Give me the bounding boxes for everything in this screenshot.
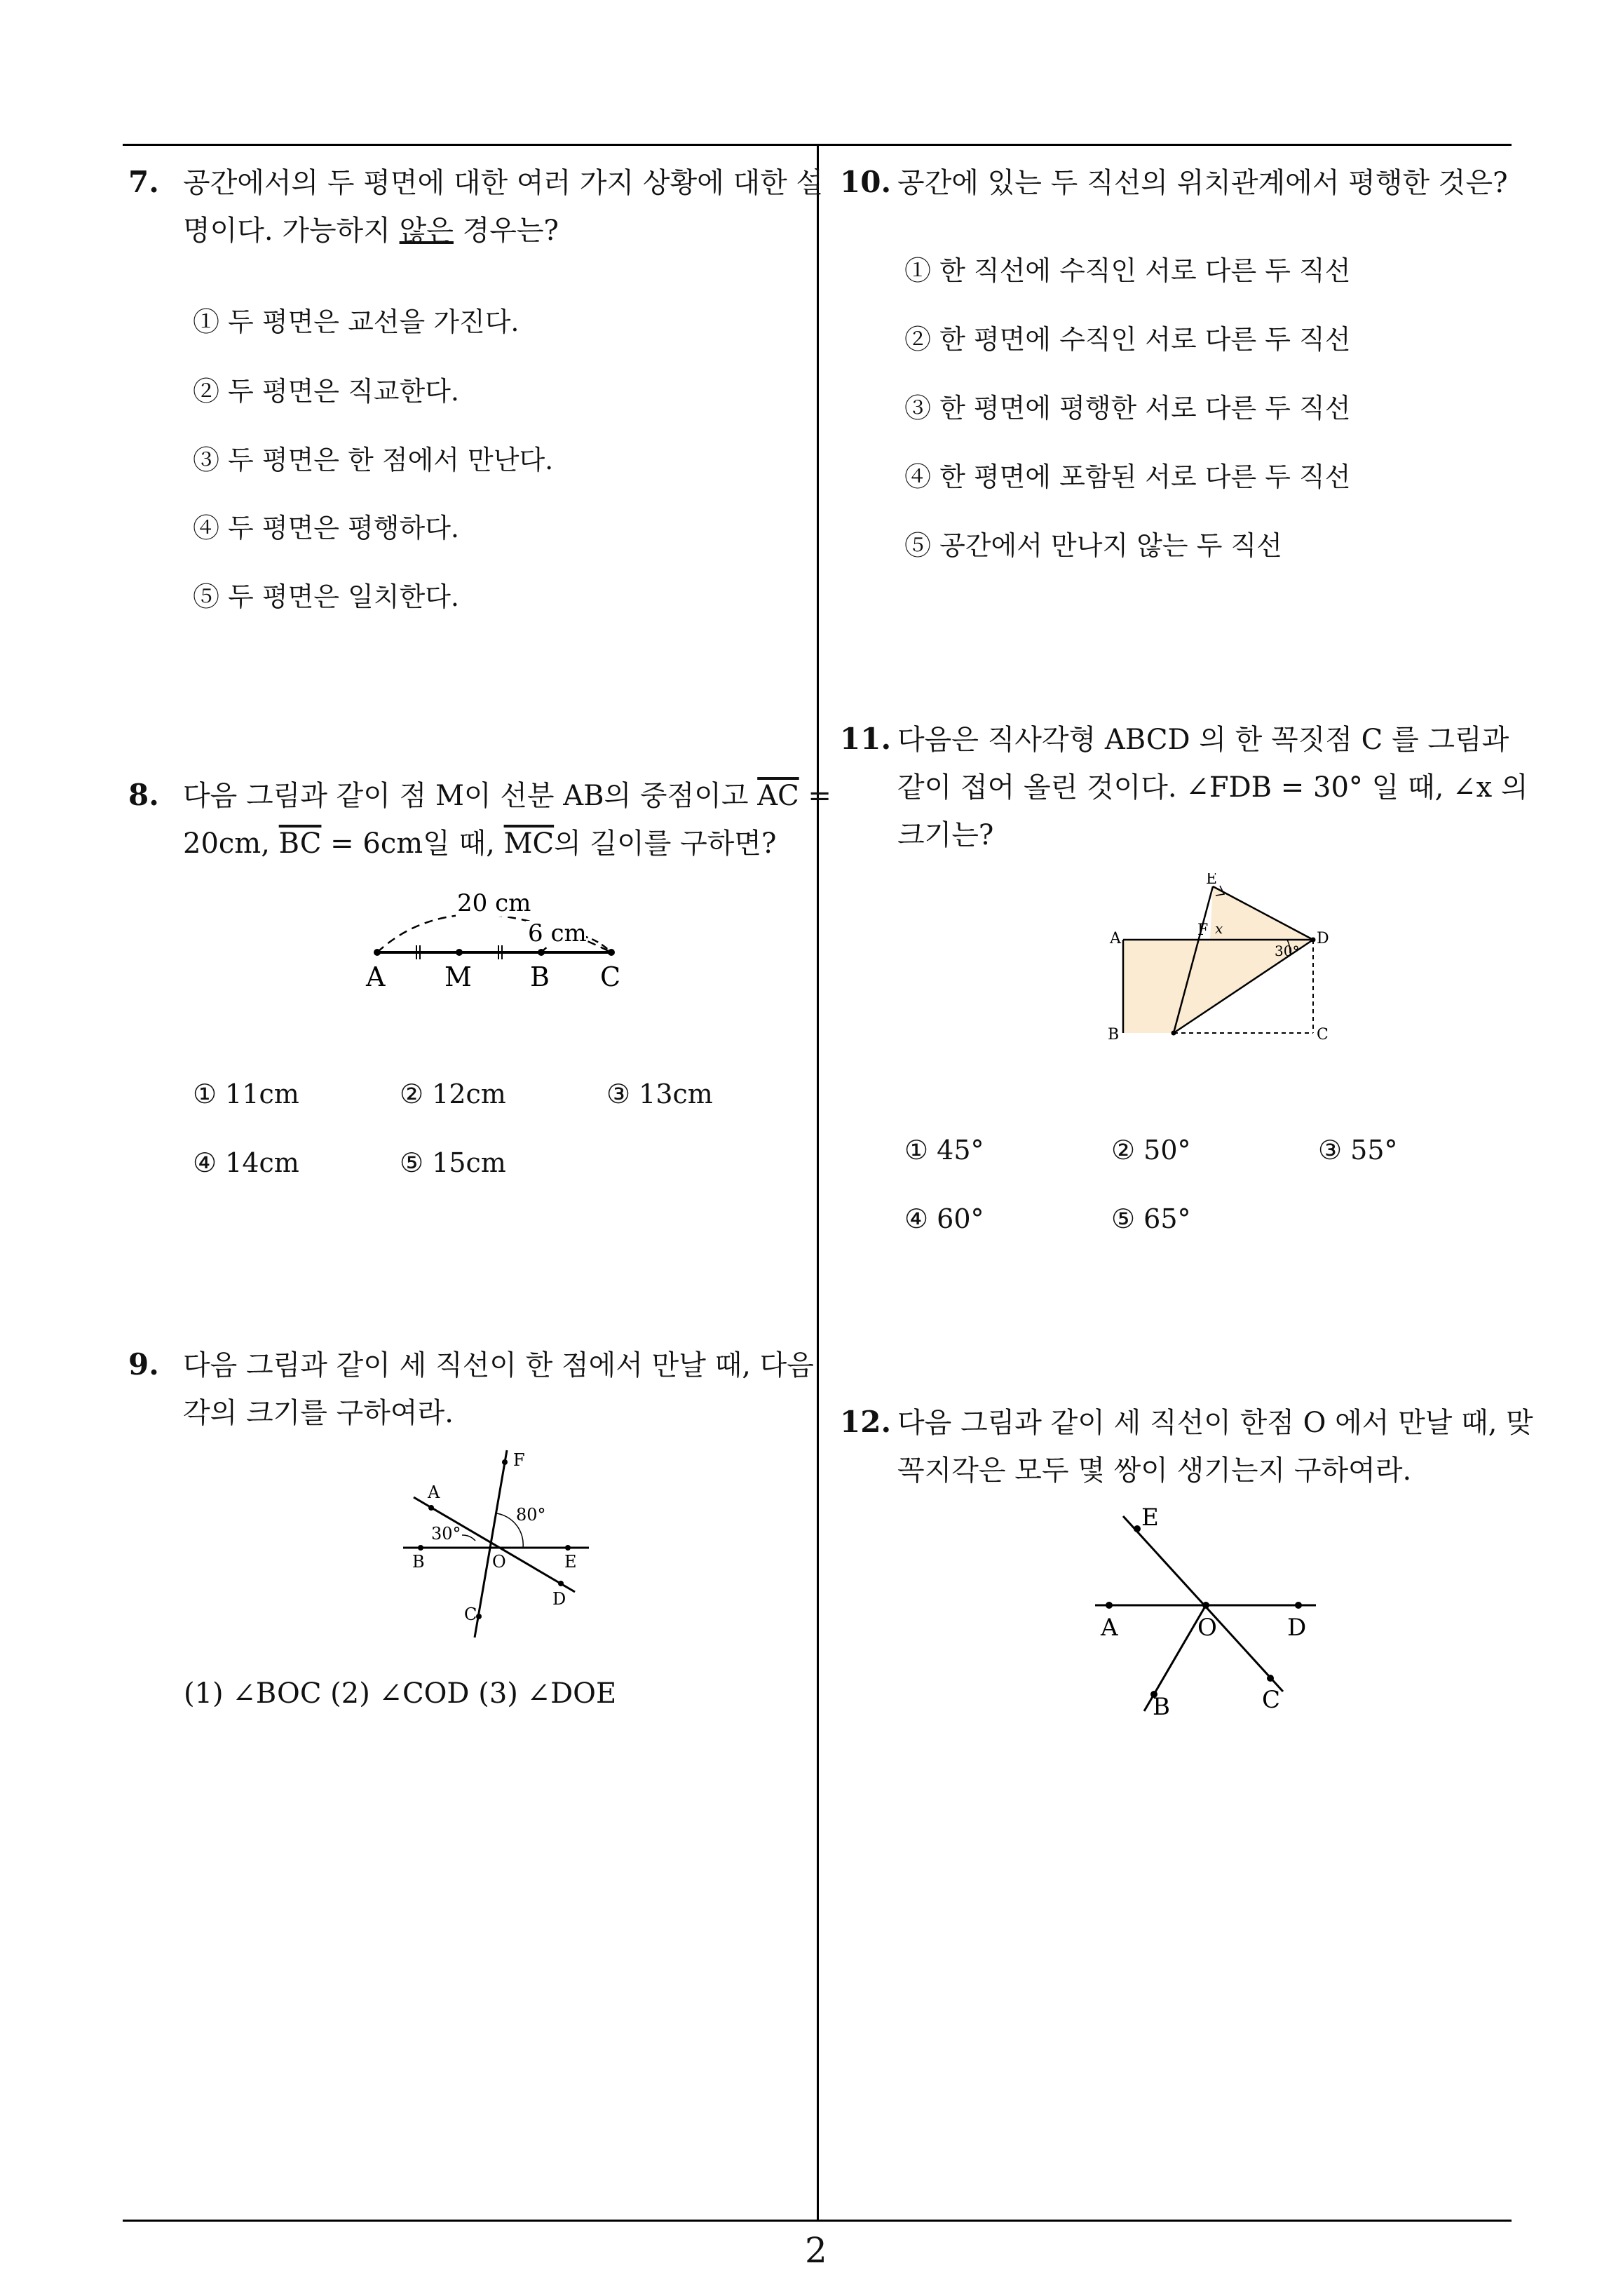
option-2[interactable]: ② 두 평면은 직교한다. — [193, 376, 459, 407]
label-d: D — [1317, 930, 1329, 947]
label-b: B — [1108, 1026, 1120, 1044]
label-d: D — [552, 1589, 566, 1609]
label-o: O — [492, 1552, 506, 1572]
label-b: B — [1153, 1693, 1170, 1721]
question-text: 크기는? — [897, 819, 994, 851]
option-2[interactable]: ② 12cm — [400, 1079, 506, 1109]
label-f: F — [1197, 921, 1209, 939]
option-5[interactable]: ⑤ 두 평면은 일치한다. — [193, 581, 459, 612]
angle-80: 80° — [516, 1505, 546, 1525]
option-3[interactable]: ③ 13cm — [606, 1079, 713, 1109]
question-text: 경우는? — [453, 215, 559, 247]
sub-questions: (1) ∠BOC (2) ∠COD (3) ∠DOE — [184, 1677, 617, 1710]
angle-30: 30° — [1275, 943, 1300, 959]
column-divider — [817, 144, 819, 2221]
option-5[interactable]: ⑤ 65° — [1111, 1203, 1191, 1234]
point-c: C — [600, 961, 621, 992]
label-x: x — [1215, 920, 1223, 937]
label-f: F — [513, 1450, 525, 1470]
label-b: B — [412, 1552, 425, 1572]
label-c: C — [464, 1605, 477, 1624]
option-3[interactable]: ③ 두 평면은 한 점에서 만난다. — [193, 445, 554, 475]
option-5[interactable]: ⑤ 공간에서 만나지 않는 두 직선 — [904, 530, 1282, 561]
label-e: E — [564, 1552, 577, 1572]
page-number: 2 — [805, 2230, 827, 2271]
label-a: A — [1101, 1614, 1118, 1642]
option-1[interactable]: ① 45° — [904, 1135, 984, 1166]
question-text: 다음은 직사각형 ABCD 의 한 꼭짓점 C 를 그림과 — [897, 724, 1509, 756]
question-number: 8. — [128, 778, 159, 812]
question-9 — [128, 1341, 814, 1437]
question-text: 의 길이를 구하면? — [554, 828, 777, 860]
label-d: D — [1287, 1614, 1307, 1642]
label-c: C — [1262, 1686, 1281, 1714]
question-text: 다음 그림과 같이 세 직선이 한점 O 에서 만날 때, 맞 — [897, 1407, 1533, 1439]
segment-ac: $\overline{AC}$ — [757, 780, 799, 812]
option-1[interactable]: ① 두 평면은 교선을 가진다. — [193, 306, 520, 337]
question-number: 9. — [128, 1347, 159, 1382]
bottom-rule — [123, 2220, 1512, 2222]
question-text: 공간에서의 두 평면에 대한 여러 가지 상황에 대한 설 — [183, 167, 824, 199]
question-number: 11. — [840, 722, 892, 756]
point-a: A — [366, 961, 386, 992]
question-text: 명이다. 가능하지 — [183, 215, 400, 247]
question-10 — [840, 158, 1513, 207]
question-number: 12. — [840, 1405, 892, 1439]
question-text: 다음 그림과 같이 점 M이 선분 AB의 중점이고 — [183, 780, 758, 812]
question-7 — [128, 158, 824, 255]
label-20cm: 20 cm — [457, 889, 531, 917]
question-text: = — [799, 780, 831, 812]
question-text: 다음 그림과 같이 세 직선이 한 점에서 만날 때, 다음 — [183, 1349, 814, 1382]
question-text: = 6cm일 때, — [321, 828, 504, 860]
emphasis-text: 않은 — [399, 215, 454, 247]
label-6cm: 6 cm — [528, 919, 587, 947]
option-1[interactable]: ① 한 직선에 수직인 서로 다른 두 직선 — [904, 255, 1351, 286]
question-text: 같이 접어 올린 것이다. ∠FDB = 30° 일 때, ∠x 의 — [897, 771, 1528, 804]
label-a: A — [428, 1483, 440, 1502]
angle-30: 30° — [431, 1524, 461, 1544]
question-text: 20cm, — [183, 828, 279, 860]
option-4[interactable]: ④ 두 평면은 평행하다. — [193, 513, 459, 543]
label-e: E — [1141, 1504, 1159, 1532]
question-text: 각의 크기를 구하여라. — [183, 1397, 454, 1429]
label-o: O — [1197, 1614, 1217, 1642]
label-a: A — [1110, 930, 1121, 947]
label-e: E — [1206, 873, 1218, 888]
label-c: C — [1317, 1026, 1329, 1044]
q8-segment-figure — [351, 880, 645, 992]
segment-bc: $\overline{BC}$ — [278, 828, 322, 860]
question-12 — [840, 1398, 1533, 1494]
question-text: 공간에 있는 두 직선의 위치관계에서 평행한 것은? — [897, 167, 1508, 199]
question-text: 꼭지각은 모두 몇 쌍이 생기는지 구하여라. — [897, 1454, 1412, 1487]
option-1[interactable]: ① 11cm — [193, 1079, 299, 1109]
q9-lines-figure — [393, 1445, 603, 1645]
option-2[interactable]: ② 50° — [1111, 1135, 1191, 1166]
point-b: B — [530, 961, 550, 992]
question-number: 7. — [128, 165, 159, 199]
question-8 — [128, 771, 831, 867]
line-fc — [475, 1450, 507, 1637]
option-4[interactable]: ④ 60° — [904, 1203, 984, 1234]
option-4[interactable]: ④ 14cm — [193, 1147, 299, 1178]
option-3[interactable]: ③ 55° — [1318, 1135, 1398, 1166]
q12-lines-figure — [1087, 1501, 1325, 1725]
question-11 — [840, 715, 1528, 859]
question-number: 10. — [840, 165, 892, 199]
segment-mc: $\overline{MC}$ — [503, 828, 555, 860]
option-2[interactable]: ② 한 평면에 수직인 서로 다른 두 직선 — [904, 324, 1351, 355]
option-5[interactable]: ⑤ 15cm — [400, 1147, 506, 1178]
line-ad — [414, 1497, 575, 1592]
option-3[interactable]: ③ 한 평면에 평행한 서로 다른 두 직선 — [904, 393, 1351, 424]
option-4[interactable]: ④ 한 평면에 포함된 서로 다른 두 직선 — [904, 461, 1351, 492]
point-m: M — [444, 961, 472, 992]
q11-folded-rectangle-figure — [1099, 873, 1331, 1048]
